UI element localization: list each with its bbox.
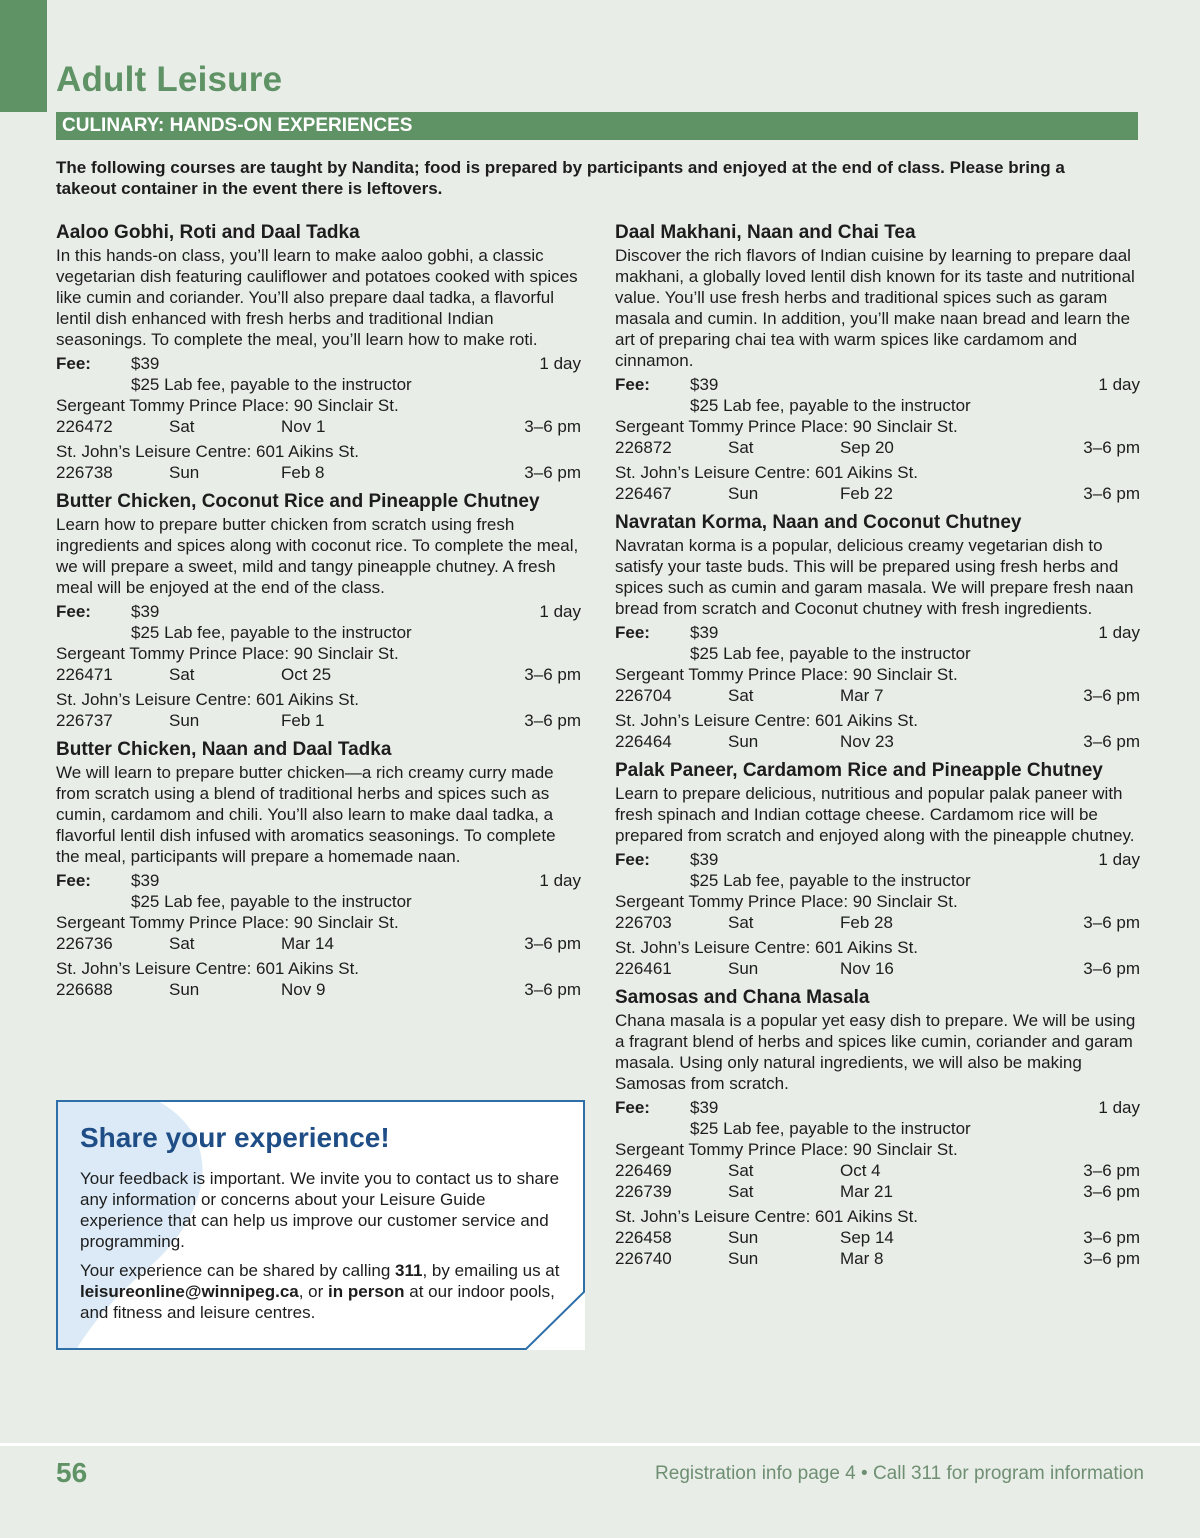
session-time: 3–6 pm — [524, 665, 581, 684]
session-row — [615, 1181, 1140, 1202]
share-paragraph-2 — [80, 1260, 560, 1323]
location-name: Sergeant Tommy Prince Place: 90 Sinclair St. — [56, 644, 399, 663]
session-day: Sat — [728, 1182, 754, 1201]
course-title: Butter Chicken, Coconut Rice and Pineapple Chutney — [56, 491, 540, 512]
share-text: , or — [298, 1282, 329, 1301]
fee-label: Fee: — [615, 375, 650, 394]
course-description: Learn how to prepare butter chicken from scratch using fresh ingredients and spices along with coconut rice. To complete the meal, we will prepare a sweet, mild and tangy pineapple chutney. A fresh meal will be enjoyed at the end of the class. — [56, 515, 579, 597]
lab-fee-row — [56, 622, 581, 643]
session-row — [615, 1160, 1140, 1181]
fee-amount: $39 — [690, 623, 719, 642]
course-code: 226464 — [615, 732, 672, 751]
fee-row — [56, 870, 581, 891]
course-code: 226704 — [615, 686, 672, 705]
session-day: Sun — [728, 959, 759, 978]
session-date: Nov 1 — [281, 417, 326, 436]
course-code: 226740 — [615, 1249, 672, 1268]
course-code: 226458 — [615, 1228, 672, 1247]
session-date: Feb 8 — [281, 463, 325, 482]
lab-fee-row — [615, 643, 1140, 664]
course-duration: 1 day — [1098, 1098, 1140, 1117]
session-date: Oct 25 — [281, 665, 332, 684]
session-time: 3–6 pm — [1083, 913, 1140, 932]
course-description: We will learn to prepare butter chicken—a rich creamy curry made from scratch using a blend of traditional herbs and spices such as cumin, cardamom and chili. You’ll also learn to make daal tadka, a flavorful lentil dish infused with aromatics seasonings. To complete the meal, participants will prepare a homemade naan. — [56, 763, 556, 866]
session-row — [615, 731, 1140, 752]
page-title: Adult Leisure — [56, 60, 283, 99]
session-day: Sun — [728, 1249, 759, 1268]
fee-amount: $39 — [690, 1098, 719, 1117]
lab-fee-text: $25 Lab fee, payable to the instructor — [690, 871, 971, 890]
session-day: Sat — [169, 665, 195, 684]
session-date: Nov 23 — [840, 732, 894, 751]
section-header: CULINARY: HANDS-ON EXPERIENCES — [56, 112, 1138, 140]
course-duration: 1 day — [539, 871, 581, 890]
course-duration: 1 day — [539, 354, 581, 373]
share-experience-box — [56, 1100, 585, 1350]
fee-row — [615, 622, 1140, 643]
lab-fee-text: $25 Lab fee, payable to the instructor — [131, 623, 412, 642]
session-time: 3–6 pm — [1083, 959, 1140, 978]
session-day: Sun — [169, 711, 200, 730]
in-person-text: in person — [328, 1282, 405, 1301]
session-date: Mar 21 — [840, 1182, 893, 1201]
session-date: Nov 16 — [840, 959, 894, 978]
course-code: 226872 — [615, 438, 672, 457]
share-text: , by emailing us at — [422, 1261, 560, 1280]
course-description: Learn to prepare delicious, nutritious and popular palak paneer with fresh spinach and Indian cottage cheese. Cardamom rice will be prepared from scratch and enjoyed along with the pineapple chutney. — [615, 784, 1135, 845]
session-day: Sun — [728, 484, 759, 503]
session-time: 3–6 pm — [524, 934, 581, 953]
course-code: 226703 — [615, 913, 672, 932]
course-description: Chana masala is a popular yet easy dish to prepare. We will be using a fragrant blend of herbs and spices like cumin, coriander and garam masala. Using only natural ingredients, we will also be making Samosas from scratch. — [615, 1011, 1136, 1093]
session-row — [56, 979, 581, 1000]
fee-row — [56, 353, 581, 374]
course-title: Samosas and Chana Masala — [615, 987, 870, 1008]
location-name: Sergeant Tommy Prince Place: 90 Sinclair St. — [615, 892, 958, 911]
session-row — [56, 462, 581, 483]
lab-fee-text: $25 Lab fee, payable to the instructor — [131, 375, 412, 394]
location-name: Sergeant Tommy Prince Place: 90 Sinclair St. — [56, 396, 399, 415]
course-title: Navratan Korma, Naan and Coconut Chutney — [615, 512, 1022, 533]
session-time: 3–6 pm — [524, 463, 581, 482]
fee-row — [615, 374, 1140, 395]
share-text: Your experience can be shared by calling — [80, 1261, 396, 1280]
lab-fee-row — [56, 891, 581, 912]
course-listing — [615, 986, 1140, 1269]
course-description: Discover the rich flavors of Indian cuisine by learning to prepare daal makhani, a globally loved lentil dish known for its taste and nutritional value. You’ll use fresh herbs and traditional spices such as garam masala and cumin. In addition, you’ll make naan bread and learn the art of preparing chai tea with warm spices like cardamom and cinnamon. — [615, 246, 1135, 370]
course-code: 226469 — [615, 1161, 672, 1180]
location-name: St. John’s Leisure Centre: 601 Aikins St. — [56, 959, 360, 978]
session-row — [615, 1248, 1140, 1269]
fee-label: Fee: — [56, 602, 91, 621]
course-listing — [56, 490, 581, 731]
lab-fee-row — [615, 395, 1140, 416]
session-day: Sat — [728, 913, 754, 932]
course-code: 226736 — [56, 934, 113, 953]
course-listing — [56, 221, 581, 483]
session-time: 3–6 pm — [1083, 1161, 1140, 1180]
session-row — [615, 483, 1140, 504]
location-name: St. John’s Leisure Centre: 601 Aikins St. — [615, 463, 919, 482]
location-name: St. John’s Leisure Centre: 601 Aikins St. — [615, 1207, 919, 1226]
session-row — [56, 933, 581, 954]
course-code: 226739 — [615, 1182, 672, 1201]
course-listing — [56, 738, 581, 1000]
session-date: Sep 14 — [840, 1228, 894, 1247]
course-duration: 1 day — [1098, 850, 1140, 869]
fee-label: Fee: — [615, 850, 650, 869]
session-row — [56, 710, 581, 731]
session-time: 3–6 pm — [524, 980, 581, 999]
intro-text: The following courses are taught by Nandita; food is prepared by participants and enjoyed at the end of class. Please bring a takeout container in the event there is leftovers. — [56, 158, 1065, 198]
course-code: 226471 — [56, 665, 113, 684]
session-time: 3–6 pm — [1083, 732, 1140, 751]
session-day: Sat — [169, 417, 195, 436]
lab-fee-row — [56, 374, 581, 395]
course-title: Aaloo Gobhi, Roti and Daal Tadka — [56, 222, 360, 243]
fee-row — [56, 601, 581, 622]
session-row — [56, 664, 581, 685]
course-code: 226738 — [56, 463, 113, 482]
fee-row — [615, 1097, 1140, 1118]
lab-fee-text: $25 Lab fee, payable to the instructor — [690, 396, 971, 415]
session-day: Sun — [728, 732, 759, 751]
share-title: Share your experience! — [80, 1122, 390, 1153]
session-day: Sat — [728, 1161, 754, 1180]
session-date: Sep 20 — [840, 438, 894, 457]
course-duration: 1 day — [1098, 375, 1140, 394]
session-time: 3–6 pm — [1083, 1249, 1140, 1268]
session-time: 3–6 pm — [524, 417, 581, 436]
email-link[interactable]: leisureonline@winnipeg.ca — [80, 1282, 299, 1301]
location-name: Sergeant Tommy Prince Place: 90 Sinclair St. — [615, 417, 958, 436]
fee-amount: $39 — [131, 871, 160, 890]
course-description: Navratan korma is a popular, delicious creamy vegetarian dish to satisfy your taste buds. This will be prepared using fresh herbs and spices such as cumin and garam masala. We will prepare fresh naan bread from scratch and Coconut chutney with fresh ingredients. — [615, 536, 1134, 618]
session-day: Sat — [169, 934, 195, 953]
session-row — [615, 437, 1140, 458]
lab-fee-text: $25 Lab fee, payable to the instructor — [690, 644, 971, 663]
session-time: 3–6 pm — [1083, 1182, 1140, 1201]
fee-label: Fee: — [615, 623, 650, 642]
session-row — [615, 912, 1140, 933]
course-listing — [615, 759, 1140, 979]
course-listing — [615, 511, 1140, 752]
lab-fee-text: $25 Lab fee, payable to the instructor — [690, 1119, 971, 1138]
session-date: Feb 22 — [840, 484, 893, 503]
session-time: 3–6 pm — [1083, 686, 1140, 705]
fee-label: Fee: — [56, 871, 91, 890]
left-column — [56, 221, 581, 1007]
lab-fee-row — [615, 1118, 1140, 1139]
right-column — [615, 221, 1140, 1276]
session-day: Sun — [169, 980, 200, 999]
course-code: 226688 — [56, 980, 113, 999]
session-day: Sun — [728, 1228, 759, 1247]
fee-amount: $39 — [690, 850, 719, 869]
share-text: at our indoor pools, and fitness and leisure centres. — [80, 1282, 555, 1322]
course-listing — [615, 221, 1140, 504]
location-name: Sergeant Tommy Prince Place: 90 Sinclair St. — [56, 913, 399, 932]
page-number: 56 — [56, 1457, 88, 1488]
session-day: Sat — [728, 438, 754, 457]
location-name: St. John’s Leisure Centre: 601 Aikins St. — [56, 690, 360, 709]
course-title: Palak Paneer, Cardamom Rice and Pineapple Chutney — [615, 760, 1103, 781]
course-title: Butter Chicken, Naan and Daal Tadka — [56, 739, 392, 760]
session-time: 3–6 pm — [1083, 484, 1140, 503]
session-day: Sat — [728, 686, 754, 705]
session-time: 3–6 pm — [1083, 1228, 1140, 1247]
course-title: Daal Makhani, Naan and Chai Tea — [615, 222, 916, 243]
course-code: 226737 — [56, 711, 113, 730]
fee-amount: $39 — [131, 602, 160, 621]
course-duration: 1 day — [1098, 623, 1140, 642]
session-time: 3–6 pm — [524, 711, 581, 730]
session-date: Feb 28 — [840, 913, 893, 932]
location-name: St. John’s Leisure Centre: 601 Aikins St. — [615, 711, 919, 730]
session-row — [615, 958, 1140, 979]
fee-amount: $39 — [131, 354, 160, 373]
phone-number[interactable]: 311 — [395, 1261, 423, 1280]
course-code: 226461 — [615, 959, 672, 978]
location-name: St. John’s Leisure Centre: 601 Aikins St. — [56, 442, 360, 461]
session-row — [56, 416, 581, 437]
fee-amount: $39 — [690, 375, 719, 394]
fee-label: Fee: — [615, 1098, 650, 1117]
location-name: Sergeant Tommy Prince Place: 90 Sinclair St. — [615, 1140, 958, 1159]
lab-fee-text: $25 Lab fee, payable to the instructor — [131, 892, 412, 911]
session-row — [615, 685, 1140, 706]
fee-row — [615, 849, 1140, 870]
session-date: Feb 1 — [281, 711, 325, 730]
session-date: Oct 4 — [840, 1161, 881, 1180]
session-time: 3–6 pm — [1083, 438, 1140, 457]
footer-divider — [0, 1443, 1200, 1446]
footer-text: Registration info page 4 • Call 311 for program information — [655, 1463, 1144, 1484]
fee-label: Fee: — [56, 354, 91, 373]
lab-fee-row — [615, 870, 1140, 891]
session-date: Nov 9 — [281, 980, 326, 999]
session-date: Mar 8 — [840, 1249, 884, 1268]
session-row — [615, 1227, 1140, 1248]
corner-tab — [0, 0, 47, 112]
session-date: Mar 7 — [840, 686, 884, 705]
location-name: St. John’s Leisure Centre: 601 Aikins St. — [615, 938, 919, 957]
share-paragraph-1: Your feedback is important. We invite you to contact us to share any information or concerns about your Leisure Guide experience that can help us improve our customer service and programming. — [80, 1169, 560, 1251]
location-name: Sergeant Tommy Prince Place: 90 Sinclair St. — [615, 665, 958, 684]
course-duration: 1 day — [539, 602, 581, 621]
session-date: Mar 14 — [281, 934, 334, 953]
session-day: Sun — [169, 463, 200, 482]
course-code: 226472 — [56, 417, 113, 436]
course-description: In this hands-on class, you’ll learn to make aaloo gobhi, a classic vegetarian dish featuring cauliflower and potatoes cooked with spices like cumin and coriander. You’ll also prepare daal tadka, a flavorful lentil dish enhanced with fresh herbs and traditional Indian seasonings. To complete the meal, you’ll learn how to make roti. — [56, 246, 578, 349]
course-code: 226467 — [615, 484, 672, 503]
